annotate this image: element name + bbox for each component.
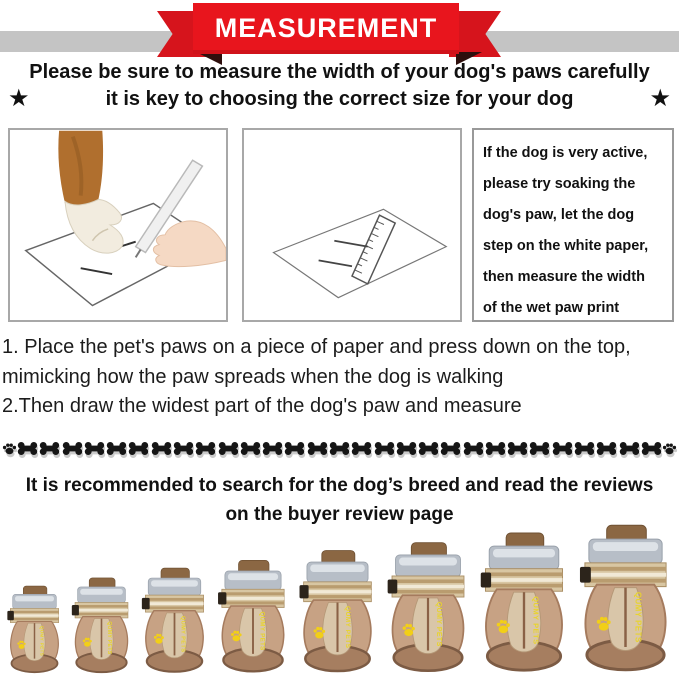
bone-icon (84, 441, 105, 456)
bone-icon (418, 441, 439, 456)
banner (193, 3, 459, 54)
bone-divider (0, 437, 679, 459)
bone-icon (218, 441, 239, 456)
bone-icon (284, 441, 305, 456)
bone-icon (329, 441, 350, 456)
instruction-line-1: 1. Place the pet's paws on a piece of paper and press down on the top, (2, 336, 631, 358)
bone-icon (262, 441, 283, 456)
boot-brand-text: QUMY PETS (343, 606, 351, 649)
soaking-tip-box (472, 128, 674, 322)
bone-icon (552, 441, 573, 456)
paw-icon (2, 441, 17, 456)
bone-icon (106, 441, 127, 456)
bone-icon (619, 441, 640, 456)
ruler-illustration (244, 130, 460, 320)
paw-tracing-box (8, 128, 228, 322)
bone-icon (307, 441, 328, 456)
boot-brand-text: QUMY PETS (258, 611, 266, 651)
boot-size-lineup (0, 522, 679, 676)
bone-icon (529, 441, 550, 456)
bone-icon (173, 441, 194, 456)
tip-line: please try soaking the (483, 176, 636, 192)
dog-boot (69, 576, 134, 676)
bone-icon (596, 441, 617, 456)
ruler-measure-box (242, 128, 462, 322)
recommendation-line-2: on the buyer review page (225, 504, 454, 525)
bone-icon (396, 441, 417, 456)
heading-line-1: Please be sure to measure the width of your dog's paws carefully (29, 61, 650, 83)
paw-icon (662, 441, 677, 456)
tip-line: dog's paw, let the dog (483, 207, 635, 223)
paw-tracing-illustration (10, 130, 226, 320)
star-icon: ★ (8, 85, 30, 112)
bone-icon (195, 441, 216, 456)
bone-icon (374, 441, 395, 456)
star-icon: ★ (649, 85, 671, 112)
instruction-line-2: mimicking how the paw spreads when the dog is walking (2, 365, 504, 388)
boot-brand-text: QUMY PETS (38, 625, 44, 657)
bone-icon (62, 441, 83, 456)
tip-line: step on the white paper, (483, 238, 649, 254)
boot-brand-text: QUMY PETS (530, 596, 540, 645)
bone-icon (17, 441, 38, 456)
tip-line: If the dog is very active, (483, 145, 648, 161)
instruction-line-3: 2.Then draw the widest part of the dog's paw and measure (2, 395, 522, 417)
bone-icon (151, 441, 172, 456)
bone-icon (240, 441, 261, 456)
tip-line: of the wet paw print (483, 300, 620, 316)
dog-boot (139, 566, 210, 676)
dog-boot (215, 558, 291, 676)
bone-divider-bones (17, 441, 662, 456)
dog-boot (384, 540, 472, 676)
bone-icon (641, 441, 662, 456)
dog-boot (576, 522, 675, 676)
dog-boot (477, 530, 571, 676)
recommendation-line-1: It is recommended to search for the dog’s breed and read the reviews (25, 475, 654, 496)
bone-icon (507, 441, 528, 456)
boot-brand-text: QUMY PETS (632, 591, 642, 643)
bone-icon (485, 441, 506, 456)
bone-icon (463, 441, 484, 456)
heading (0, 59, 679, 113)
banner-title: MEASUREMENT (214, 13, 438, 43)
instructions (2, 333, 679, 422)
bone-icon (574, 441, 595, 456)
tip-line: then measure the width (483, 269, 645, 285)
bone-icon (440, 441, 461, 456)
boot-brand-text: QUMY PETS (179, 615, 186, 653)
heading-line-2: it is key to choosing the correct size for your dog (105, 88, 574, 110)
dog-boot (5, 584, 64, 676)
boot-brand-text: QUMY PETS (105, 621, 112, 655)
boot-brand-text: QUMY PETS (434, 601, 442, 647)
bone-icon (351, 441, 372, 456)
recommendation (0, 471, 679, 529)
dog-boot (296, 548, 379, 676)
bone-icon (39, 441, 60, 456)
bone-icon (128, 441, 149, 456)
